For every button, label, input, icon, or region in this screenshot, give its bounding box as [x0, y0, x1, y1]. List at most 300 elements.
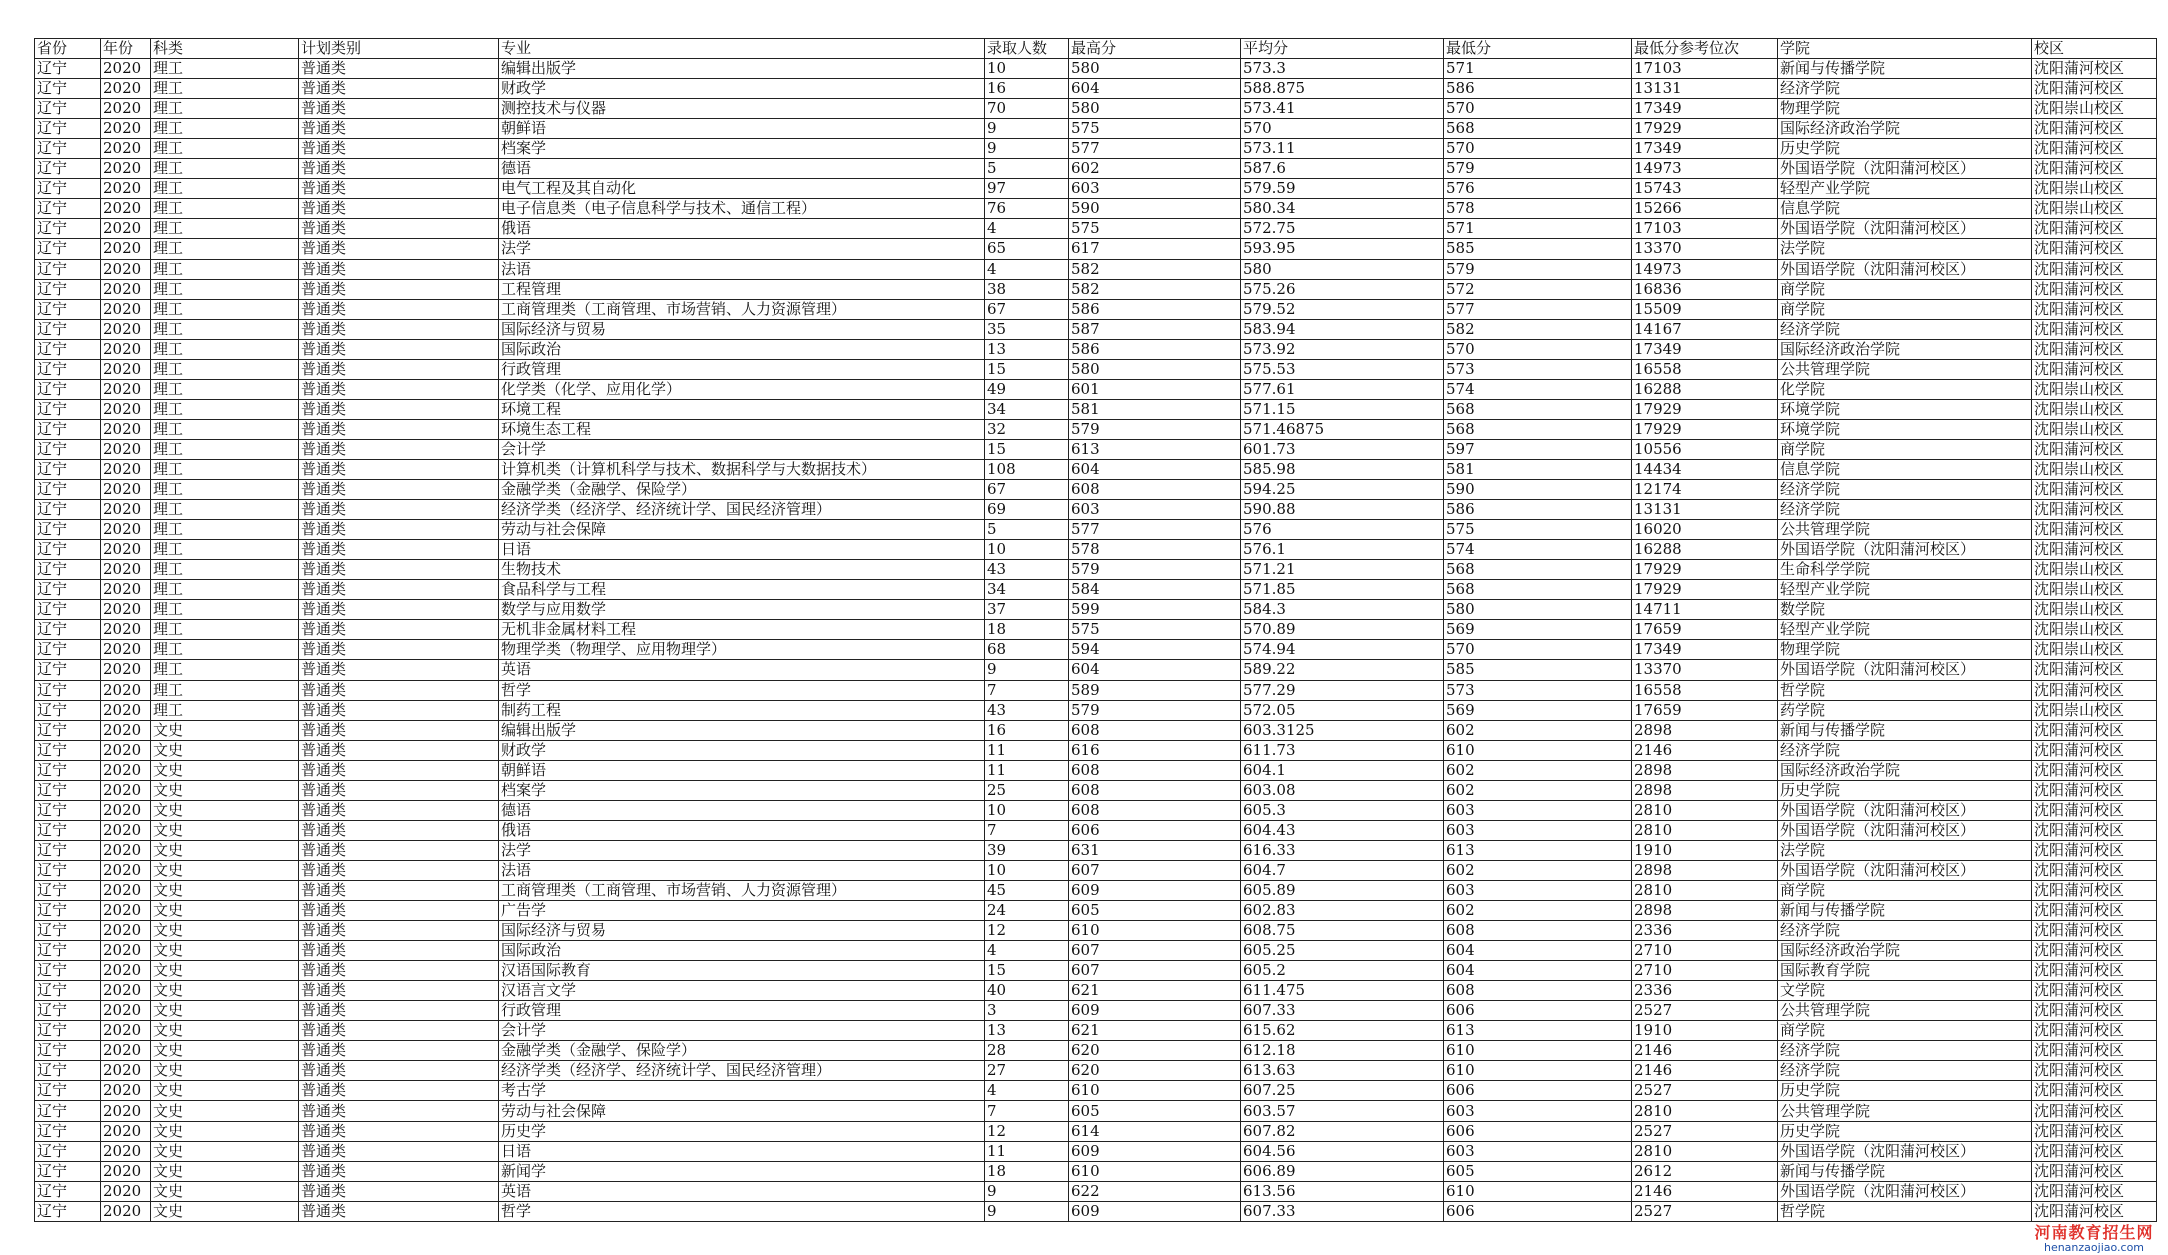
- cell-subject-category: 理工: [151, 359, 299, 379]
- cell-admitted-count: 35: [985, 319, 1069, 339]
- cell-lowest-score: 606: [1444, 1001, 1632, 1021]
- cell-highest-score: 608: [1069, 480, 1241, 500]
- cell-province: 辽宁: [35, 1081, 101, 1101]
- cell-campus: 沈阳蒲河校区: [2032, 800, 2157, 820]
- cell-college: 外国语学院（沈阳蒲河校区）: [1778, 540, 2032, 560]
- table-row: [35, 59, 2157, 79]
- table-row: [35, 880, 2157, 900]
- cell-lowest-score-rank: 2336: [1632, 921, 1778, 941]
- cell-plan-type: 普通类: [299, 1081, 499, 1101]
- cell-campus: 沈阳蒲河校区: [2032, 79, 2157, 99]
- cell-average-score: 615.62: [1241, 1021, 1444, 1041]
- cell-admitted-count: 5: [985, 159, 1069, 179]
- cell-lowest-score-rank: 2810: [1632, 800, 1778, 820]
- cell-plan-type: 普通类: [299, 860, 499, 880]
- cell-major: 经济学类（经济学、经济统计学、国民经济管理）: [499, 500, 985, 520]
- cell-average-score: 605.2: [1241, 961, 1444, 981]
- table-row: [35, 179, 2157, 199]
- cell-year: 2020: [101, 580, 151, 600]
- cell-province: 辽宁: [35, 279, 101, 299]
- cell-average-score: 605.25: [1241, 941, 1444, 961]
- cell-campus: 沈阳蒲河校区: [2032, 1141, 2157, 1161]
- cell-lowest-score-rank: 14711: [1632, 600, 1778, 620]
- cell-lowest-score-rank: 13370: [1632, 660, 1778, 680]
- table-row: [35, 660, 2157, 680]
- cell-subject-category: 理工: [151, 500, 299, 520]
- cell-average-score: 577.29: [1241, 680, 1444, 700]
- cell-admitted-count: 12: [985, 1121, 1069, 1141]
- cell-average-score: 613.56: [1241, 1181, 1444, 1201]
- cell-year: 2020: [101, 820, 151, 840]
- cell-province: 辽宁: [35, 740, 101, 760]
- cell-admitted-count: 49: [985, 379, 1069, 399]
- cell-lowest-score: 572: [1444, 279, 1632, 299]
- cell-college: 外国语学院（沈阳蒲河校区）: [1778, 800, 2032, 820]
- cell-subject-category: 文史: [151, 760, 299, 780]
- cell-highest-score: 582: [1069, 279, 1241, 299]
- cell-province: 辽宁: [35, 1201, 101, 1221]
- cell-year: 2020: [101, 941, 151, 961]
- cell-lowest-score: 568: [1444, 419, 1632, 439]
- table-row: [35, 239, 2157, 259]
- cell-campus: 沈阳崇山校区: [2032, 580, 2157, 600]
- cell-lowest-score-rank: 2810: [1632, 880, 1778, 900]
- cell-college: 轻型产业学院: [1778, 620, 2032, 640]
- cell-lowest-score-rank: 12174: [1632, 480, 1778, 500]
- cell-lowest-score-rank: 17929: [1632, 580, 1778, 600]
- cell-province: 辽宁: [35, 860, 101, 880]
- cell-campus: 沈阳蒲河校区: [2032, 1001, 2157, 1021]
- table-row: [35, 159, 2157, 179]
- cell-admitted-count: 16: [985, 720, 1069, 740]
- cell-average-score: 573.92: [1241, 339, 1444, 359]
- cell-plan-type: 普通类: [299, 1121, 499, 1141]
- table-row: [35, 961, 2157, 981]
- cell-highest-score: 580: [1069, 99, 1241, 119]
- cell-province: 辽宁: [35, 600, 101, 620]
- cell-plan-type: 普通类: [299, 780, 499, 800]
- cell-college: 文学院: [1778, 981, 2032, 1001]
- cell-highest-score: 584: [1069, 580, 1241, 600]
- cell-college: 经济学院: [1778, 1041, 2032, 1061]
- cell-average-score: 606.89: [1241, 1161, 1444, 1181]
- cell-province: 辽宁: [35, 159, 101, 179]
- cell-admitted-count: 5: [985, 520, 1069, 540]
- cell-major: 编辑出版学: [499, 59, 985, 79]
- cell-lowest-score-rank: 2710: [1632, 941, 1778, 961]
- cell-average-score: 576.1: [1241, 540, 1444, 560]
- cell-admitted-count: 12: [985, 921, 1069, 941]
- table-row: [35, 580, 2157, 600]
- table-body: [35, 59, 2157, 1222]
- cell-year: 2020: [101, 740, 151, 760]
- column-header-year: 年份: [101, 39, 151, 59]
- cell-campus: 沈阳蒲河校区: [2032, 480, 2157, 500]
- cell-lowest-score: 606: [1444, 1121, 1632, 1141]
- cell-admitted-count: 18: [985, 1161, 1069, 1181]
- cell-major: 新闻学: [499, 1161, 985, 1181]
- cell-lowest-score-rank: 2612: [1632, 1161, 1778, 1181]
- cell-highest-score: 622: [1069, 1181, 1241, 1201]
- cell-subject-category: 文史: [151, 1041, 299, 1061]
- cell-lowest-score: 602: [1444, 720, 1632, 740]
- cell-lowest-score: 575: [1444, 520, 1632, 540]
- table-row: [35, 620, 2157, 640]
- cell-college: 公共管理学院: [1778, 1001, 2032, 1021]
- cell-major: 编辑出版学: [499, 720, 985, 740]
- cell-subject-category: 文史: [151, 800, 299, 820]
- cell-college: 生命科学学院: [1778, 560, 2032, 580]
- cell-lowest-score-rank: 15266: [1632, 199, 1778, 219]
- cell-province: 辽宁: [35, 339, 101, 359]
- cell-year: 2020: [101, 1021, 151, 1041]
- cell-average-score: 607.33: [1241, 1201, 1444, 1221]
- table-row: [35, 219, 2157, 239]
- cell-major: 法学: [499, 239, 985, 259]
- cell-average-score: 603.08: [1241, 780, 1444, 800]
- cell-major: 测控技术与仪器: [499, 99, 985, 119]
- cell-plan-type: 普通类: [299, 560, 499, 580]
- cell-year: 2020: [101, 1101, 151, 1121]
- cell-province: 辽宁: [35, 319, 101, 339]
- cell-college: 经济学院: [1778, 319, 2032, 339]
- cell-lowest-score: 604: [1444, 961, 1632, 981]
- cell-highest-score: 603: [1069, 179, 1241, 199]
- cell-lowest-score: 604: [1444, 941, 1632, 961]
- cell-admitted-count: 43: [985, 560, 1069, 580]
- cell-average-score: 608.75: [1241, 921, 1444, 941]
- cell-lowest-score: 569: [1444, 620, 1632, 640]
- cell-plan-type: 普通类: [299, 119, 499, 139]
- cell-average-score: 572.75: [1241, 219, 1444, 239]
- cell-province: 辽宁: [35, 1041, 101, 1061]
- cell-year: 2020: [101, 459, 151, 479]
- cell-year: 2020: [101, 480, 151, 500]
- cell-subject-category: 理工: [151, 680, 299, 700]
- cell-average-score: 577.61: [1241, 379, 1444, 399]
- cell-subject-category: 文史: [151, 780, 299, 800]
- cell-college: 经济学院: [1778, 740, 2032, 760]
- table-row: [35, 921, 2157, 941]
- cell-lowest-score: 585: [1444, 239, 1632, 259]
- cell-subject-category: 理工: [151, 259, 299, 279]
- cell-college: 商学院: [1778, 299, 2032, 319]
- cell-lowest-score-rank: 2527: [1632, 1001, 1778, 1021]
- table-row: [35, 339, 2157, 359]
- cell-year: 2020: [101, 1001, 151, 1021]
- cell-admitted-count: 34: [985, 399, 1069, 419]
- cell-major: 法学: [499, 840, 985, 860]
- cell-subject-category: 理工: [151, 459, 299, 479]
- cell-subject-category: 理工: [151, 199, 299, 219]
- cell-lowest-score-rank: 2146: [1632, 1181, 1778, 1201]
- cell-province: 辽宁: [35, 580, 101, 600]
- cell-lowest-score: 569: [1444, 700, 1632, 720]
- cell-year: 2020: [101, 119, 151, 139]
- cell-college: 商学院: [1778, 1021, 2032, 1041]
- cell-lowest-score-rank: 16558: [1632, 359, 1778, 379]
- cell-average-score: 590.88: [1241, 500, 1444, 520]
- cell-plan-type: 普通类: [299, 880, 499, 900]
- cell-lowest-score-rank: 2898: [1632, 780, 1778, 800]
- cell-plan-type: 普通类: [299, 580, 499, 600]
- cell-admitted-count: 15: [985, 961, 1069, 981]
- cell-lowest-score: 580: [1444, 600, 1632, 620]
- cell-admitted-count: 11: [985, 740, 1069, 760]
- cell-highest-score: 580: [1069, 359, 1241, 379]
- cell-major: 工商管理类（工商管理、市场营销、人力资源管理）: [499, 299, 985, 319]
- cell-admitted-count: 3: [985, 1001, 1069, 1021]
- cell-province: 辽宁: [35, 480, 101, 500]
- cell-province: 辽宁: [35, 439, 101, 459]
- cell-year: 2020: [101, 439, 151, 459]
- cell-subject-category: 理工: [151, 419, 299, 439]
- cell-highest-score: 610: [1069, 1161, 1241, 1181]
- table-row: [35, 119, 2157, 139]
- cell-campus: 沈阳蒲河校区: [2032, 540, 2157, 560]
- cell-plan-type: 普通类: [299, 1141, 499, 1161]
- cell-highest-score: 621: [1069, 1021, 1241, 1041]
- cell-plan-type: 普通类: [299, 1161, 499, 1181]
- cell-lowest-score-rank: 17349: [1632, 339, 1778, 359]
- cell-campus: 沈阳蒲河校区: [2032, 1021, 2157, 1041]
- cell-college: 外国语学院（沈阳蒲河校区）: [1778, 259, 2032, 279]
- cell-plan-type: 普通类: [299, 941, 499, 961]
- cell-plan-type: 普通类: [299, 1021, 499, 1041]
- table-row: [35, 500, 2157, 520]
- cell-lowest-score-rank: 17349: [1632, 139, 1778, 159]
- cell-lowest-score-rank: 2527: [1632, 1201, 1778, 1221]
- cell-year: 2020: [101, 139, 151, 159]
- cell-province: 辽宁: [35, 119, 101, 139]
- cell-average-score: 587.6: [1241, 159, 1444, 179]
- cell-plan-type: 普通类: [299, 800, 499, 820]
- cell-province: 辽宁: [35, 880, 101, 900]
- cell-year: 2020: [101, 99, 151, 119]
- cell-plan-type: 普通类: [299, 1201, 499, 1221]
- cell-subject-category: 理工: [151, 319, 299, 339]
- cell-major: 朝鲜语: [499, 119, 985, 139]
- table-row: [35, 901, 2157, 921]
- cell-average-score: 575.26: [1241, 279, 1444, 299]
- cell-campus: 沈阳崇山校区: [2032, 700, 2157, 720]
- cell-lowest-score-rank: 17659: [1632, 620, 1778, 640]
- cell-college: 哲学院: [1778, 680, 2032, 700]
- cell-province: 辽宁: [35, 139, 101, 159]
- cell-college: 物理学院: [1778, 640, 2032, 660]
- table-row: [35, 1121, 2157, 1141]
- cell-lowest-score: 613: [1444, 1021, 1632, 1041]
- cell-plan-type: 普通类: [299, 59, 499, 79]
- cell-college: 数学院: [1778, 600, 2032, 620]
- table-row: [35, 199, 2157, 219]
- cell-lowest-score-rank: 14434: [1632, 459, 1778, 479]
- cell-subject-category: 理工: [151, 219, 299, 239]
- cell-plan-type: 普通类: [299, 620, 499, 640]
- cell-highest-score: 579: [1069, 419, 1241, 439]
- column-header-admitted-count: 录取人数: [985, 39, 1069, 59]
- cell-lowest-score: 568: [1444, 399, 1632, 419]
- cell-major: 计算机类（计算机科学与技术、数据科学与大数据技术）: [499, 459, 985, 479]
- cell-highest-score: 599: [1069, 600, 1241, 620]
- cell-admitted-count: 40: [985, 981, 1069, 1001]
- cell-plan-type: 普通类: [299, 600, 499, 620]
- cell-subject-category: 理工: [151, 79, 299, 99]
- cell-average-score: 602.83: [1241, 901, 1444, 921]
- cell-campus: 沈阳蒲河校区: [2032, 880, 2157, 900]
- cell-year: 2020: [101, 359, 151, 379]
- cell-highest-score: 620: [1069, 1061, 1241, 1081]
- cell-highest-score: 617: [1069, 239, 1241, 259]
- cell-subject-category: 理工: [151, 139, 299, 159]
- cell-admitted-count: 4: [985, 1081, 1069, 1101]
- table-row: [35, 780, 2157, 800]
- cell-campus: 沈阳蒲河校区: [2032, 720, 2157, 740]
- cell-year: 2020: [101, 1061, 151, 1081]
- cell-subject-category: 文史: [151, 981, 299, 1001]
- cell-plan-type: 普通类: [299, 239, 499, 259]
- cell-average-score: 573.3: [1241, 59, 1444, 79]
- cell-campus: 沈阳蒲河校区: [2032, 59, 2157, 79]
- table-row: [35, 800, 2157, 820]
- cell-lowest-score-rank: 2898: [1632, 860, 1778, 880]
- cell-plan-type: 普通类: [299, 1101, 499, 1121]
- cell-college: 化学院: [1778, 379, 2032, 399]
- cell-college: 国际教育学院: [1778, 961, 2032, 981]
- cell-average-score: 611.73: [1241, 740, 1444, 760]
- cell-admitted-count: 108: [985, 459, 1069, 479]
- cell-year: 2020: [101, 560, 151, 580]
- cell-province: 辽宁: [35, 1141, 101, 1161]
- cell-admitted-count: 70: [985, 99, 1069, 119]
- cell-campus: 沈阳蒲河校区: [2032, 139, 2157, 159]
- cell-year: 2020: [101, 1081, 151, 1101]
- cell-highest-score: 602: [1069, 159, 1241, 179]
- cell-admitted-count: 27: [985, 1061, 1069, 1081]
- cell-lowest-score-rank: 1910: [1632, 1021, 1778, 1041]
- table-row: [35, 79, 2157, 99]
- cell-average-score: 579.52: [1241, 299, 1444, 319]
- cell-major: 环境工程: [499, 399, 985, 419]
- cell-college: 物理学院: [1778, 99, 2032, 119]
- cell-campus: 沈阳蒲河校区: [2032, 1041, 2157, 1061]
- cell-highest-score: 575: [1069, 620, 1241, 640]
- cell-subject-category: 文史: [151, 1161, 299, 1181]
- cell-college: 经济学院: [1778, 500, 2032, 520]
- cell-lowest-score: 579: [1444, 159, 1632, 179]
- cell-plan-type: 普通类: [299, 339, 499, 359]
- cell-highest-score: 577: [1069, 139, 1241, 159]
- cell-major: 哲学: [499, 1201, 985, 1221]
- cell-subject-category: 文史: [151, 961, 299, 981]
- cell-highest-score: 586: [1069, 299, 1241, 319]
- cell-campus: 沈阳蒲河校区: [2032, 780, 2157, 800]
- cell-average-score: 583.94: [1241, 319, 1444, 339]
- cell-subject-category: 理工: [151, 660, 299, 680]
- cell-lowest-score-rank: 13370: [1632, 239, 1778, 259]
- cell-province: 辽宁: [35, 941, 101, 961]
- cell-province: 辽宁: [35, 419, 101, 439]
- cell-lowest-score-rank: 13131: [1632, 500, 1778, 520]
- watermark-url: henanzaojiao.com: [2043, 1241, 2145, 1254]
- cell-province: 辽宁: [35, 560, 101, 580]
- cell-major: 金融学类（金融学、保险学）: [499, 480, 985, 500]
- cell-lowest-score: 582: [1444, 319, 1632, 339]
- cell-major: 劳动与社会保障: [499, 520, 985, 540]
- table-row: [35, 760, 2157, 780]
- cell-lowest-score: 613: [1444, 840, 1632, 860]
- cell-highest-score: 621: [1069, 981, 1241, 1001]
- cell-lowest-score: 568: [1444, 560, 1632, 580]
- cell-province: 辽宁: [35, 179, 101, 199]
- cell-admitted-count: 9: [985, 1201, 1069, 1221]
- cell-major: 历史学: [499, 1121, 985, 1141]
- cell-lowest-score-rank: 16020: [1632, 520, 1778, 540]
- cell-major: 档案学: [499, 780, 985, 800]
- column-header-subject-category: 科类: [151, 39, 299, 59]
- cell-highest-score: 575: [1069, 119, 1241, 139]
- cell-lowest-score: 603: [1444, 820, 1632, 840]
- cell-highest-score: 606: [1069, 820, 1241, 840]
- cell-year: 2020: [101, 379, 151, 399]
- cell-plan-type: 普通类: [299, 159, 499, 179]
- cell-subject-category: 文史: [151, 1201, 299, 1221]
- cell-campus: 沈阳蒲河校区: [2032, 660, 2157, 680]
- cell-highest-score: 579: [1069, 700, 1241, 720]
- cell-admitted-count: 9: [985, 660, 1069, 680]
- cell-province: 辽宁: [35, 1181, 101, 1201]
- cell-major: 制药工程: [499, 700, 985, 720]
- cell-average-score: 573.41: [1241, 99, 1444, 119]
- cell-campus: 沈阳蒲河校区: [2032, 239, 2157, 259]
- table-row: [35, 1161, 2157, 1181]
- cell-province: 辽宁: [35, 660, 101, 680]
- cell-campus: 沈阳蒲河校区: [2032, 1081, 2157, 1101]
- cell-province: 辽宁: [35, 259, 101, 279]
- cell-average-score: 580: [1241, 259, 1444, 279]
- cell-average-score: 607.33: [1241, 1001, 1444, 1021]
- cell-lowest-score-rank: 17103: [1632, 59, 1778, 79]
- cell-campus: 沈阳蒲河校区: [2032, 319, 2157, 339]
- cell-plan-type: 普通类: [299, 720, 499, 740]
- cell-lowest-score: 574: [1444, 379, 1632, 399]
- table-row: [35, 480, 2157, 500]
- cell-admitted-count: 28: [985, 1041, 1069, 1061]
- cell-province: 辽宁: [35, 620, 101, 640]
- cell-subject-category: 文史: [151, 740, 299, 760]
- cell-campus: 沈阳蒲河校区: [2032, 1101, 2157, 1121]
- cell-province: 辽宁: [35, 720, 101, 740]
- cell-lowest-score-rank: 2898: [1632, 760, 1778, 780]
- cell-subject-category: 理工: [151, 580, 299, 600]
- cell-year: 2020: [101, 800, 151, 820]
- cell-college: 国际经济政治学院: [1778, 339, 2032, 359]
- cell-year: 2020: [101, 620, 151, 640]
- cell-province: 辽宁: [35, 921, 101, 941]
- cell-college: 新闻与传播学院: [1778, 720, 2032, 740]
- cell-plan-type: 普通类: [299, 981, 499, 1001]
- cell-admitted-count: 25: [985, 780, 1069, 800]
- cell-plan-type: 普通类: [299, 901, 499, 921]
- cell-subject-category: 理工: [151, 700, 299, 720]
- cell-average-score: 585.98: [1241, 459, 1444, 479]
- cell-average-score: 571.15: [1241, 399, 1444, 419]
- cell-college: 外国语学院（沈阳蒲河校区）: [1778, 1181, 2032, 1201]
- table-row: [35, 319, 2157, 339]
- table-row: [35, 439, 2157, 459]
- cell-admitted-count: 4: [985, 219, 1069, 239]
- cell-province: 辽宁: [35, 961, 101, 981]
